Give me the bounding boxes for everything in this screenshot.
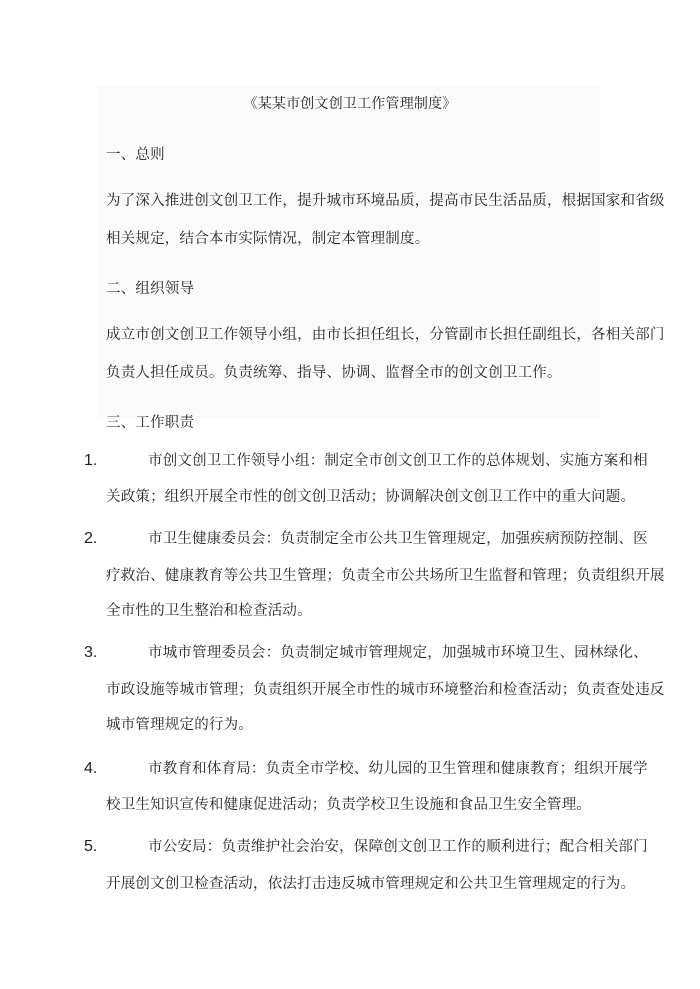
paragraph-line: 成立市创文创卫工作领导小组，由市长担任组长，分管副市长担任副组长，各相关部门 bbox=[106, 327, 665, 343]
list-item-line: 校卫生知识宣传和健康促进活动；负责学校卫生设施和食品卫生安全管理。 bbox=[106, 797, 592, 813]
list-item-line: 市卫生健康委员会：负责制定全市公共卫生管理规定，加强疾病预防控制、医 bbox=[148, 531, 648, 547]
list-item-line: 疗救治、健康教育等公共卫生管理；负责全市公共场所卫生监督和管理；负责组织开展 bbox=[106, 568, 665, 584]
list-item-line: 关政策；组织开展全市性的创文创卫活动；协调解决创文创卫工作中的重大问题。 bbox=[106, 489, 636, 505]
list-item-number: 2. bbox=[84, 530, 98, 547]
list-item-line: 开展创文创卫检查活动，依法打击违反城市管理规定和公共卫生管理规定的行为。 bbox=[106, 876, 636, 892]
paragraph-line: 负责人担任成员。负责统筹、指导、协调、监督全市的创文创卫工作。 bbox=[106, 365, 562, 381]
paragraph-line: 相关规定，结合本市实际情况，制定本管理制度。 bbox=[106, 231, 430, 247]
list-item-line: 市创文创卫工作领导小组：制定全市创文创卫工作的总体规划、实施方案和相 bbox=[148, 453, 648, 469]
list-item-line: 市公安局：负责维护社会治安，保障创文创卫工作的顺利进行；配合相关部门 bbox=[148, 839, 648, 855]
list-item-line: 市教育和体育局：负责全市学校、幼儿园的卫生管理和健康教育；组织开展学 bbox=[148, 761, 648, 777]
list-item-number: 5. bbox=[84, 838, 98, 855]
list-item-line: 市政设施等城市管理；负责组织开展全市性的城市环境整治和检查活动；负责查处违反 bbox=[106, 682, 665, 698]
list-item-line: 全市性的卫生整治和检查活动。 bbox=[106, 603, 312, 619]
list-item-number: 1. bbox=[84, 452, 98, 469]
section-heading-organization: 二、组织领导 bbox=[106, 281, 195, 297]
section-heading-general: 一、总则 bbox=[106, 147, 165, 163]
list-item-line: 市城市管理委员会：负责制定城市管理规定，加强城市环境卫生、园林绿化、 bbox=[148, 645, 648, 661]
document-title: 《某某市创文创卫工作管理制度》 bbox=[243, 96, 457, 112]
list-item-number: 4. bbox=[84, 760, 98, 777]
paragraph-line: 为了深入推进创文创卫工作，提升城市环境品质，提高市民生活品质，根据国家和省级 bbox=[106, 193, 665, 209]
list-item-number: 3. bbox=[84, 644, 98, 661]
list-item-line: 城市管理规定的行为。 bbox=[106, 717, 253, 733]
section-heading-duties: 三、工作职责 bbox=[106, 415, 195, 431]
